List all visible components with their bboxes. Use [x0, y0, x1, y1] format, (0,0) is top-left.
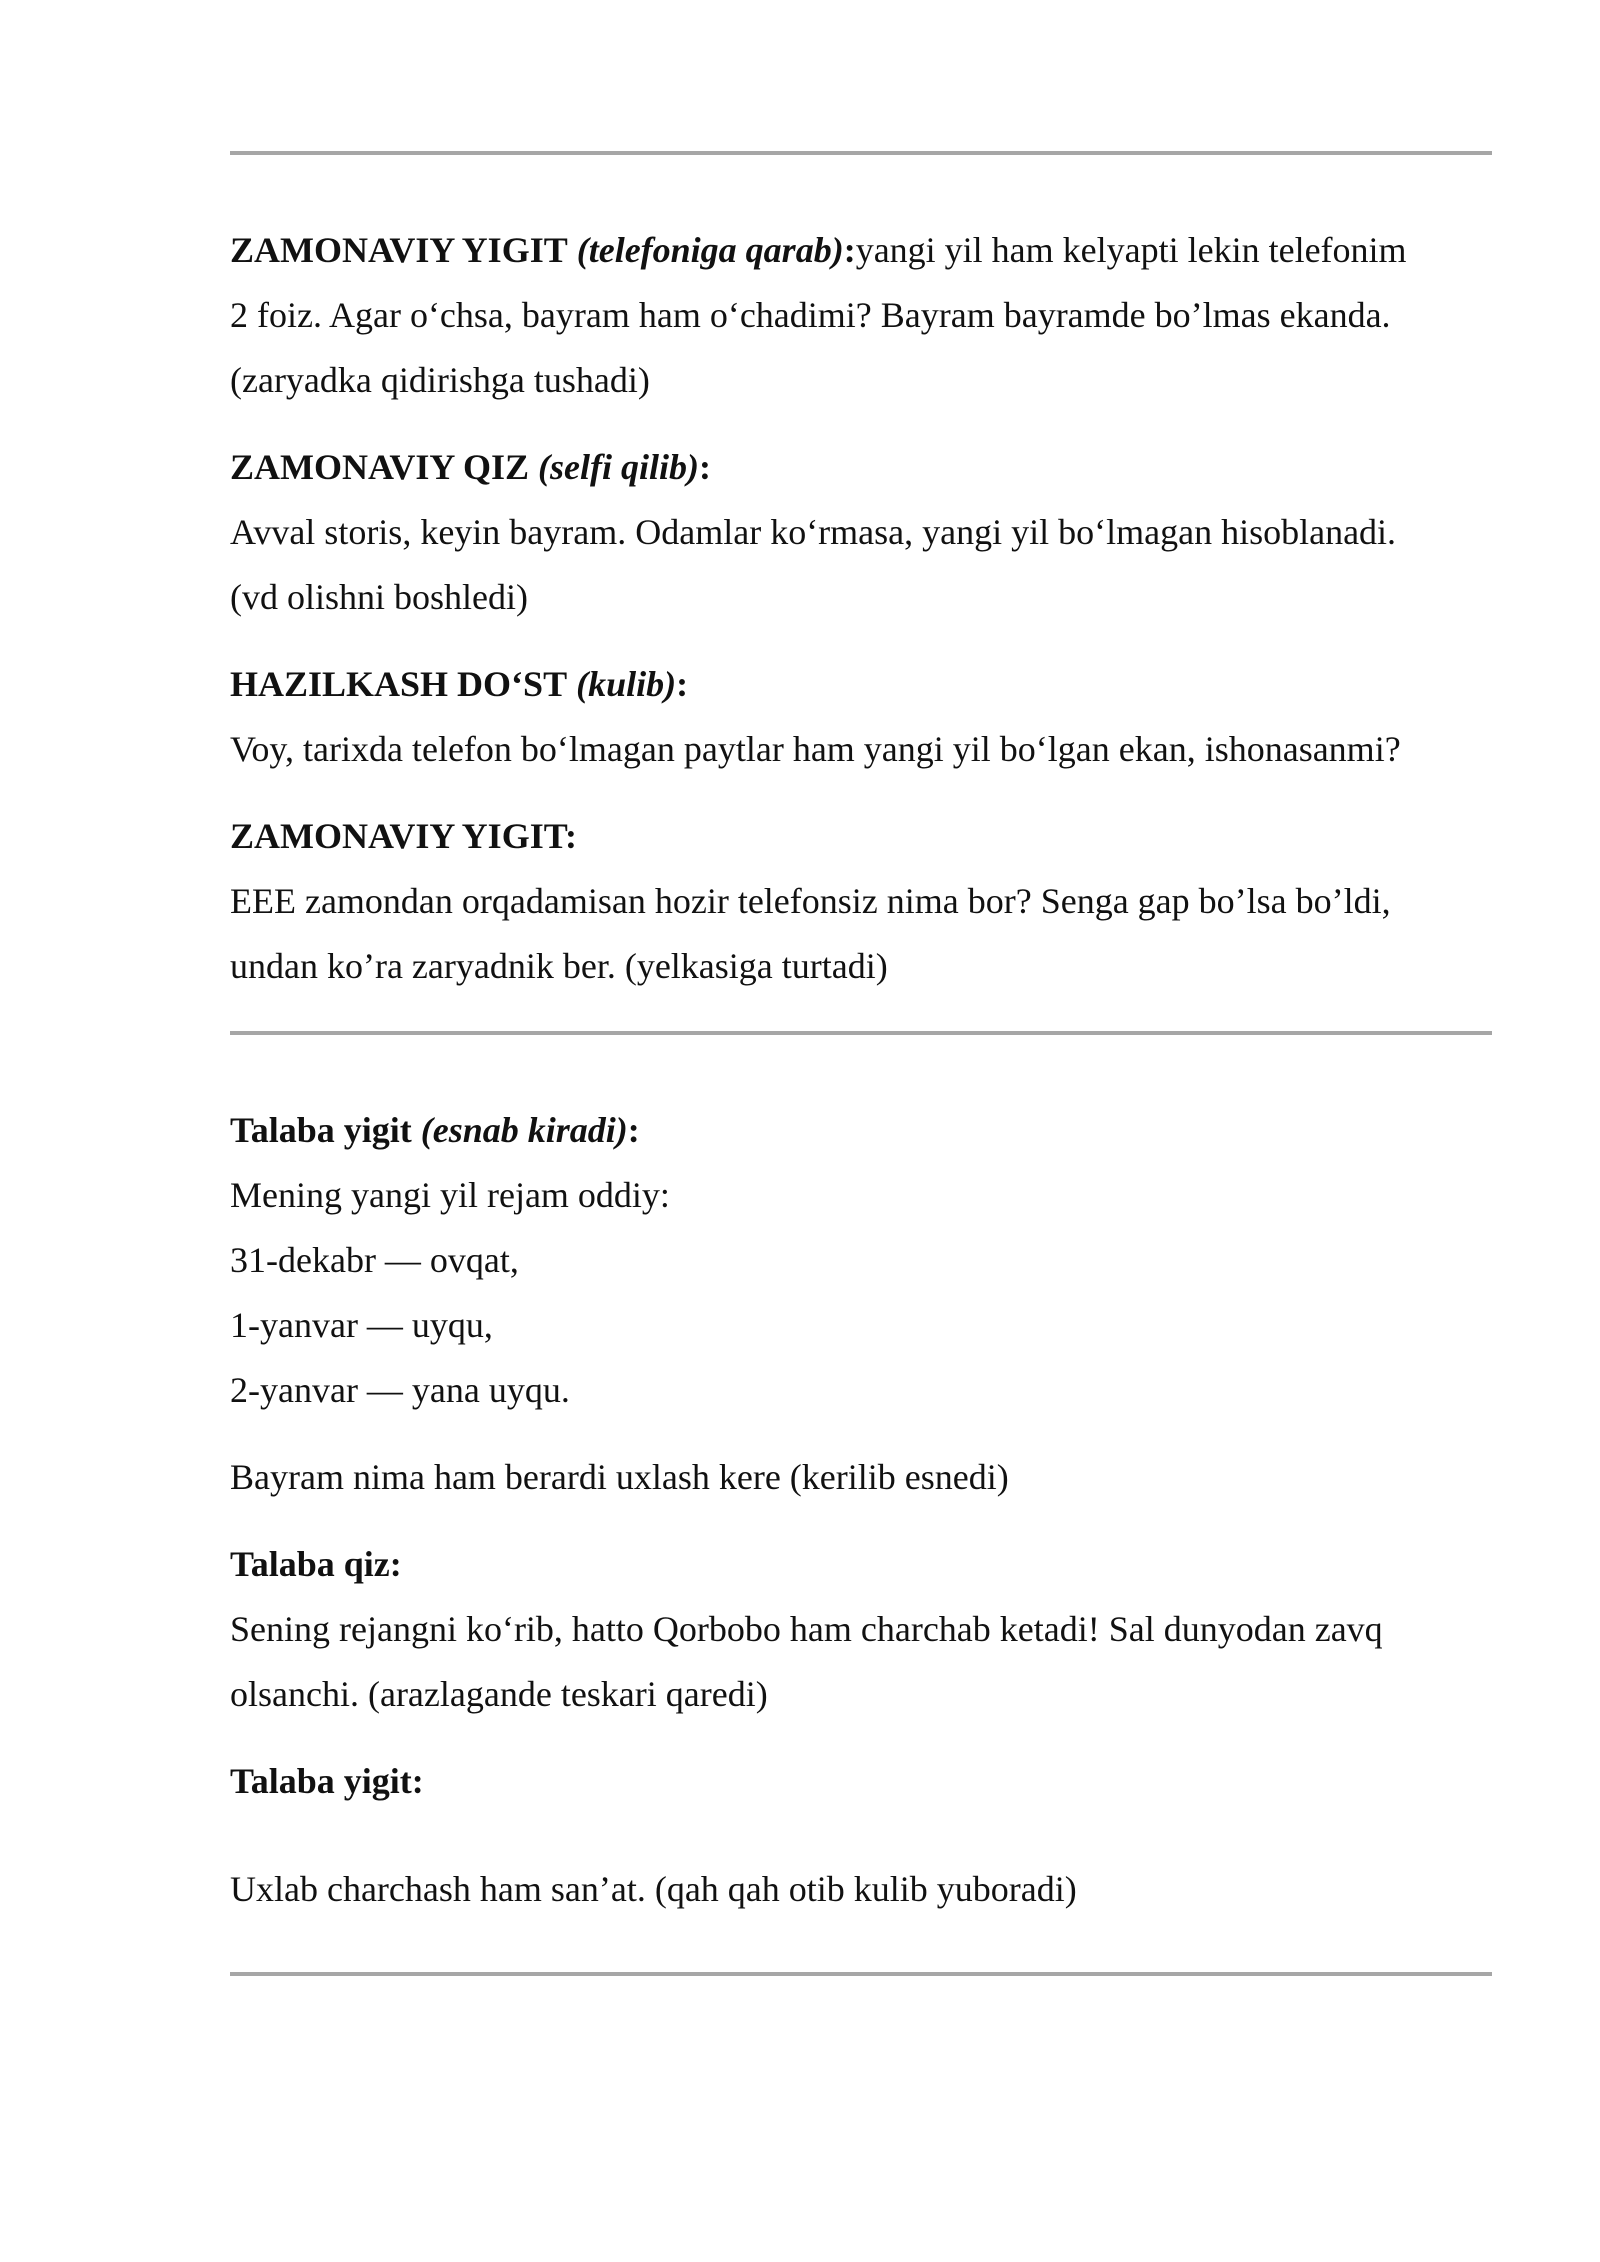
speaker-line: [230, 1098, 1492, 1163]
dialogue-talaba-qiz: [230, 1532, 1492, 1727]
dialogue-talaba-yigit: [230, 1098, 1492, 1423]
dialogue-line: olsanchi. (arazlagande teskari qaredi): [230, 1674, 768, 1714]
divider-bottom: [230, 1972, 1492, 1976]
stage-direction: (telefoniga qarab): [576, 230, 844, 270]
divider-middle: [230, 1031, 1492, 1035]
speaker-name: ZAMONAVIY YIGIT:: [230, 816, 578, 856]
dialogue-line: [230, 218, 1492, 283]
dialogue-line: (zaryadka qidirishga tushadi): [230, 360, 650, 400]
dialogue-line: 2-yanvar — yana uyqu.: [230, 1370, 570, 1410]
dialogue-line: 1-yanvar — uyqu,: [230, 1305, 493, 1345]
dialogue-line: Mening yangi yil rejam oddiy:: [230, 1175, 670, 1215]
divider-top: [230, 151, 1492, 155]
speaker-colon: :: [627, 1110, 640, 1150]
speaker-name: Talaba yigit: [230, 1110, 412, 1150]
speaker-line: [230, 652, 1492, 717]
dialogue-talaba-yigit-after: [230, 1445, 1492, 1510]
dialogue-hazilkash-dost: [230, 652, 1492, 782]
stage-direction: (esnab kiradi): [420, 1110, 628, 1150]
speaker-name: Talaba qiz:: [230, 1544, 402, 1584]
speaker-name: ZAMONAVIY QIZ: [230, 447, 530, 487]
dialogue-text: yangi yil ham kelyapti lekin telefonim: [855, 230, 1407, 270]
speaker-colon: :: [676, 664, 689, 704]
dialogue-line: Uxlab charchash ham san’at. (qah qah otib kulib yuboradi): [230, 1869, 1077, 1909]
stage-direction: (kulib): [576, 664, 677, 704]
dialogue-line: undan ko’ra zaryadnik ber. (yelkasiga turtadi): [230, 946, 888, 986]
speaker-colon: :: [843, 230, 856, 270]
dialogue-line: Bayram nima ham berardi uxlash kere (kerilib esnedi): [230, 1457, 1009, 1497]
dialogue-line: 2 foiz. Agar o‘chsa, bayram ham o‘chadimi? Bayram bayramde bo’lmas ekanda.: [230, 295, 1391, 335]
dialogue-zamonaviy-qiz: [230, 435, 1492, 630]
dialogue-line: Avval storis, keyin bayram. Odamlar ko‘rmasa, yangi yil bo‘lmagan hisoblanadi.: [230, 512, 1397, 552]
stage-direction: (selfi qilib): [538, 447, 700, 487]
dialogue-line: EEE zamondan orqadamisan hozir telefonsiz nima bor? Senga gap bo’lsa bo’ldi,: [230, 881, 1391, 921]
dialogue-line: Voy, tarixda telefon bo‘lmagan paytlar ham yangi yil bo‘lgan ekan, ishonasanmi?: [230, 729, 1401, 769]
dialogue-line: (vd olishni boshledi): [230, 577, 528, 617]
speaker-name: HAZILKASH DO‘ST: [230, 664, 568, 704]
script-page: [230, 0, 1492, 2262]
dialogue-line: 31-dekabr — ovqat,: [230, 1240, 519, 1280]
dialogue-talaba-yigit-2-speaker: [230, 1749, 1492, 1814]
dialogue-talaba-yigit-2-text: [230, 1857, 1492, 1922]
speaker-line: [230, 435, 1492, 500]
speaker-name: Talaba yigit:: [230, 1761, 424, 1801]
dialogue-zamonaviy-yigit-2: [230, 804, 1492, 999]
speaker-name: ZAMONAVIY YIGIT: [230, 230, 568, 270]
dialogue-zamonaviy-yigit: [230, 218, 1492, 413]
dialogue-line: Sening rejangni ko‘rib, hatto Qorbobo ham charchab ketadi! Sal dunyodan zavq: [230, 1609, 1383, 1649]
speaker-colon: :: [699, 447, 712, 487]
